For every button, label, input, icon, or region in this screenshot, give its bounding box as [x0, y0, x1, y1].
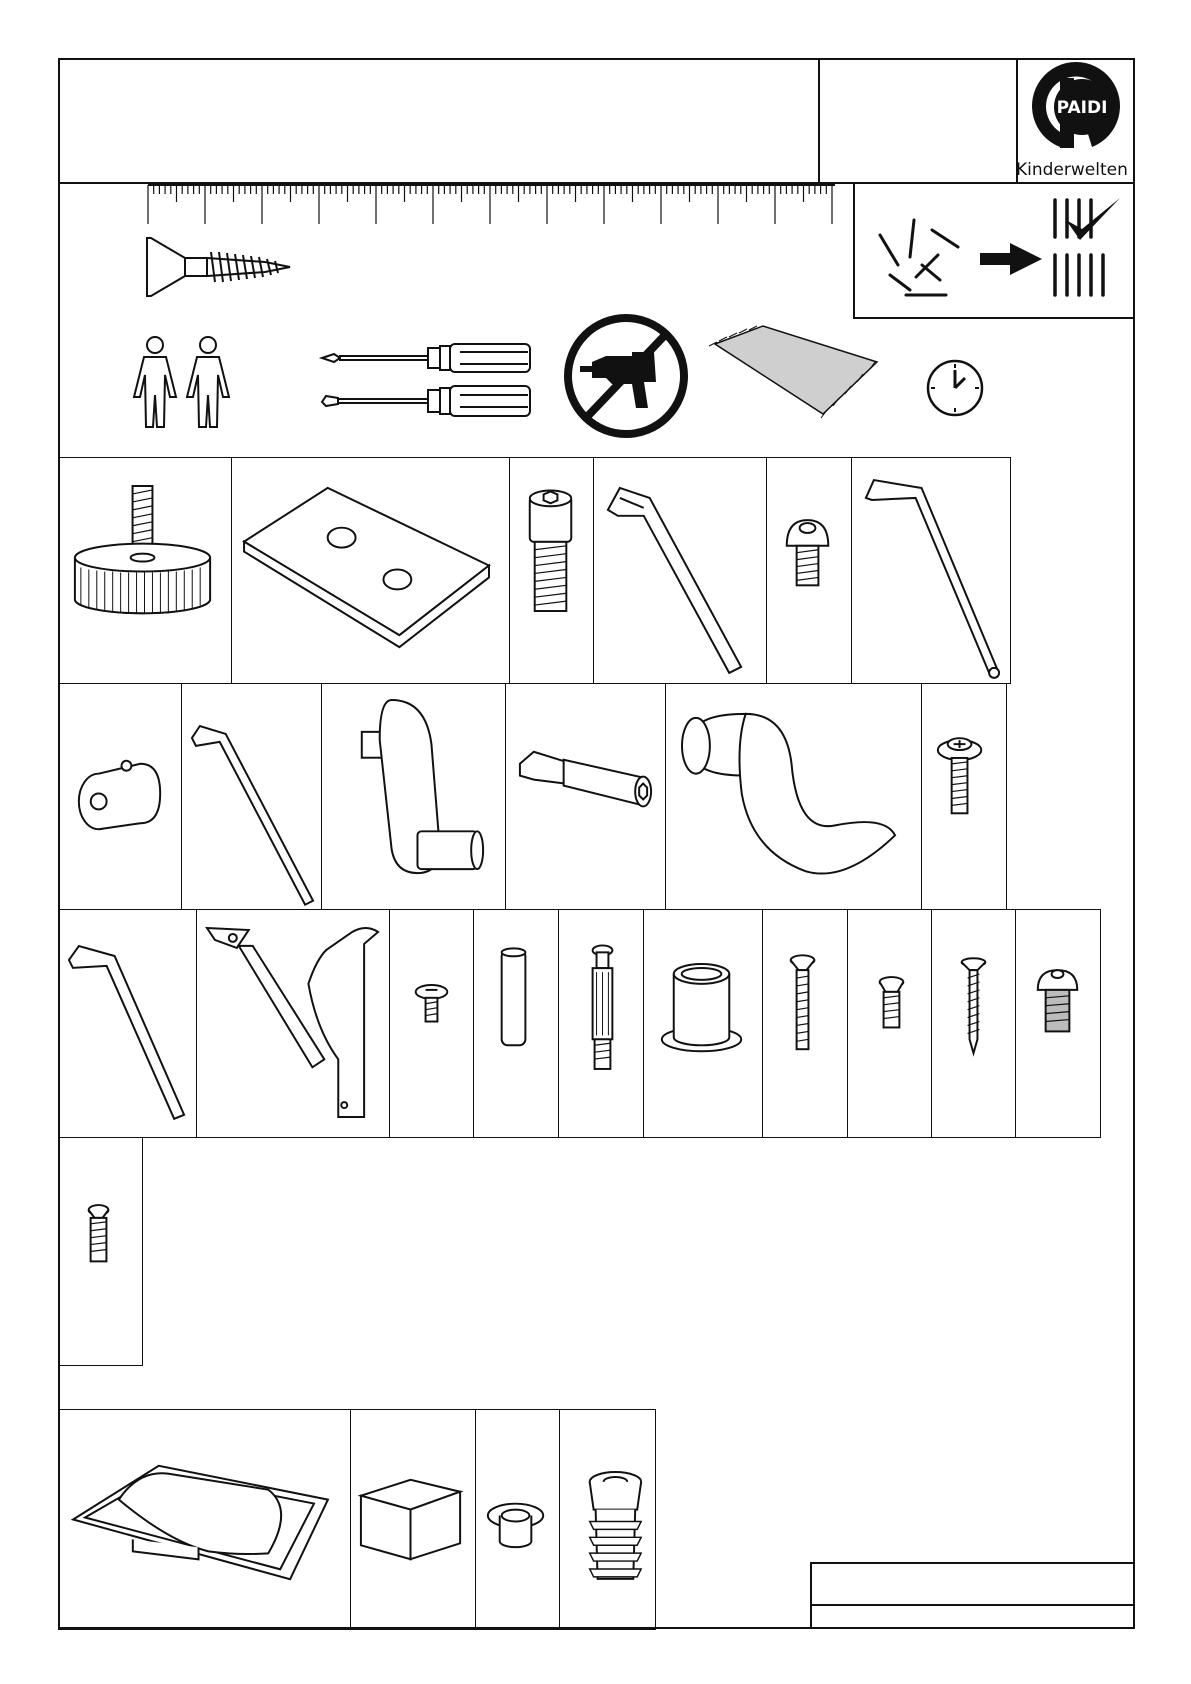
protective-blanket-icon [705, 322, 885, 422]
label-box-middle [810, 1604, 1135, 1606]
protective-blanket [705, 322, 885, 422]
cam-barrel-nut-icon [59, 684, 181, 909]
no-drill [562, 312, 690, 440]
two-persons-icon [130, 335, 240, 430]
spreading-dowel-icon [559, 910, 643, 1137]
connector-bolt-icon [1016, 910, 1100, 1137]
square-end-cap-icon [351, 1410, 475, 1629]
button-head-bolt-icon [767, 458, 851, 683]
screwdrivers-icon [320, 340, 535, 425]
hex-key-large-icon [594, 458, 766, 683]
socket-cap-bolt-icon [510, 458, 593, 683]
hex-socket-adapter-icon [506, 684, 665, 909]
label-box-top [810, 1562, 1135, 1564]
part-cell-hex-socket-adapter [505, 683, 666, 910]
part-cell-hex-key-small [58, 909, 197, 1138]
ruler [148, 184, 835, 226]
part-cell-chipboard-screw [931, 909, 1016, 1138]
part-cell-small-bushing [475, 1409, 560, 1630]
no-drill-icon [562, 312, 690, 440]
wood-screw [145, 236, 295, 298]
sort-screws-panel [870, 195, 1130, 305]
sort-screws-icon [870, 195, 1130, 305]
clock-icon [925, 358, 985, 418]
brand-tagline: Kinderwelten [1016, 160, 1128, 180]
part-cell-socket-cap-bolt [509, 457, 594, 684]
hook-icon [666, 684, 921, 909]
sort-box-left [853, 182, 855, 318]
header-column-divider [818, 58, 820, 182]
part-cell-button-head-bolt [766, 457, 852, 684]
chipboard-screw-icon [932, 910, 1015, 1137]
part-cell-mounting-plate [231, 457, 510, 684]
wooden-dowel-icon [474, 910, 558, 1137]
countersunk-machine-screw-icon [763, 910, 847, 1137]
ruler-icon [148, 184, 835, 226]
recessed-handle-icon [59, 1410, 350, 1629]
logo-brand-text: PAIDI [1056, 98, 1108, 118]
part-cell-spreading-dowel [558, 909, 644, 1138]
label-box-left [810, 1562, 812, 1629]
part-cell-crank-handle [321, 683, 506, 910]
mounting-plate-icon [232, 458, 509, 683]
part-cell-euro-screw [847, 909, 932, 1138]
hex-key-long-icon [182, 684, 321, 909]
crank-handle-icon [322, 684, 505, 909]
hex-key-ball-end-icon [852, 458, 1010, 683]
plastic-sleeve-icon [644, 910, 762, 1137]
flange-screw-icon [922, 684, 1006, 909]
part-cell-folding-hinge-bracket [196, 909, 390, 1138]
paidi-logo [1030, 62, 1120, 154]
assembly-time [925, 358, 985, 418]
part-cell-small-flange-screw [389, 909, 474, 1138]
small-flange-screw-icon [390, 910, 473, 1137]
part-cell-hex-key-long [181, 683, 322, 910]
euro-screw-icon [848, 910, 931, 1137]
part-cell-square-end-cap [350, 1409, 476, 1630]
part-cell-connector-bolt [1015, 909, 1101, 1138]
part-cell-flange-screw [921, 683, 1007, 910]
sort-box-bottom [853, 317, 1135, 319]
part-cell-plastic-sleeve [643, 909, 763, 1138]
wood-screw-icon [145, 236, 295, 298]
small-bushing-icon [476, 1410, 559, 1629]
part-cell-hex-key-ball-end [851, 457, 1011, 684]
two-persons [130, 335, 240, 430]
part-cell-recessed-handle [58, 1409, 351, 1630]
part-cell-countersunk-machine-screw [762, 909, 848, 1138]
part-cell-hook [665, 683, 922, 910]
leveling-foot-icon [59, 458, 231, 683]
euro-screw-small-icon [59, 1138, 142, 1365]
paidi-logo-icon [1030, 62, 1120, 154]
screwdrivers [320, 340, 535, 425]
part-cell-euro-screw-small [58, 1137, 143, 1366]
folding-hinge-bracket-icon [197, 910, 389, 1137]
plug-dowel-icon [560, 1410, 655, 1629]
part-cell-plug-dowel [559, 1409, 656, 1630]
part-cell-cam-barrel-nut [58, 683, 182, 910]
hex-key-small-icon [59, 910, 196, 1137]
part-cell-hex-key-large [593, 457, 767, 684]
part-cell-wooden-dowel [473, 909, 559, 1138]
part-cell-leveling-foot [58, 457, 232, 684]
